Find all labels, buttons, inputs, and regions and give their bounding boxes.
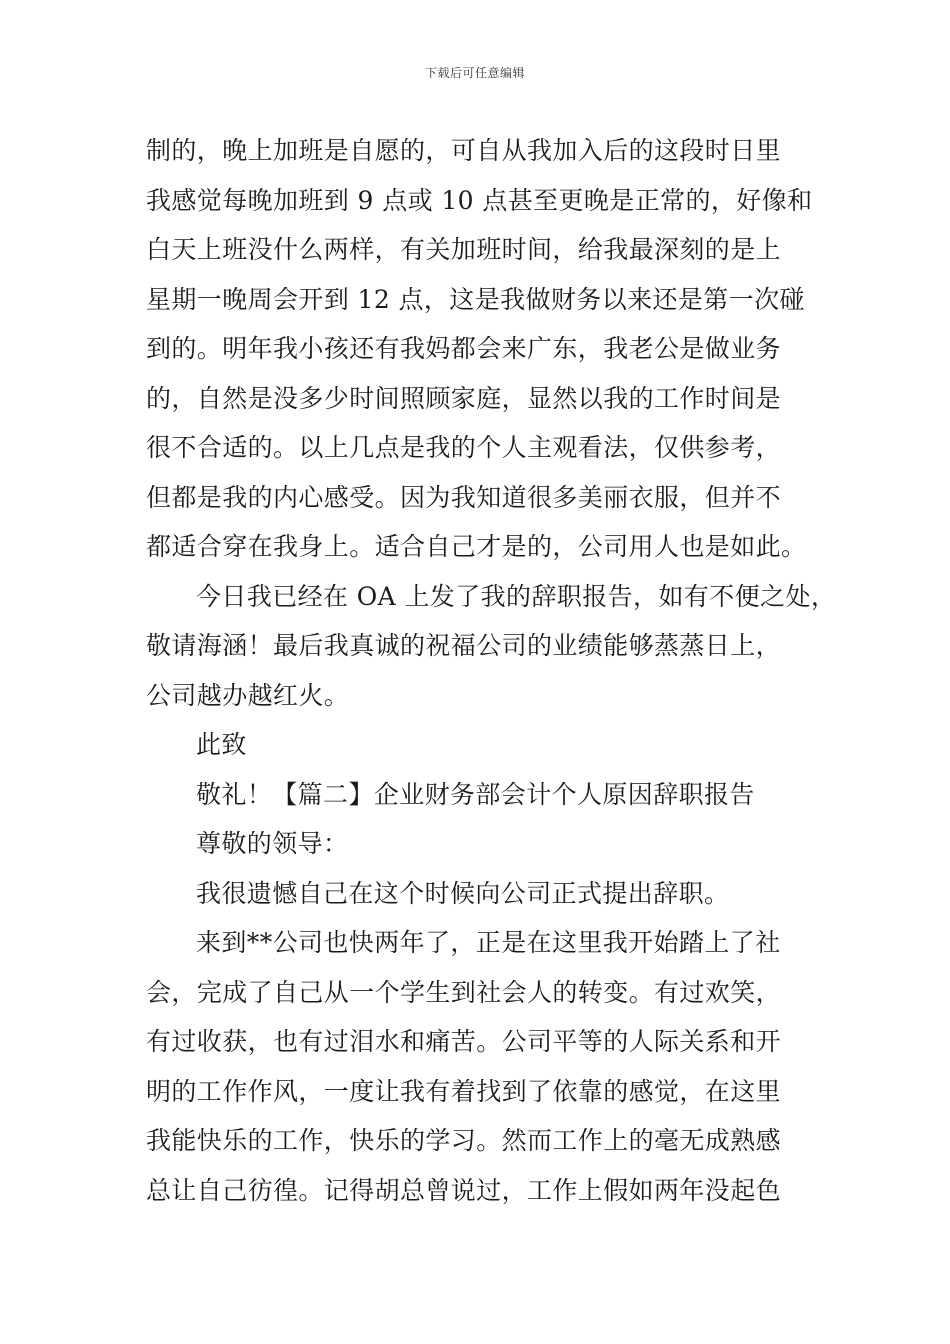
text-line: 明的工作作风，一度让我有着找到了依靠的感觉，在这里 bbox=[146, 1076, 782, 1106]
text-line: 来到**公司也快两年了，正是在这里我开始踏上了社 bbox=[196, 928, 781, 957]
text-line: 都适合穿在我身上。适合自己才是的，公司用人也是如此。 bbox=[146, 532, 807, 561]
salutation: 尊敬的领导： bbox=[196, 829, 349, 858]
text-line: 很不合适的。以上几点是我的个人主观看法，仅供参考， bbox=[146, 433, 782, 462]
closing-line: 此致 bbox=[196, 730, 247, 759]
document-body bbox=[146, 126, 837, 1215]
text-line: 敬请海涵！最后我真诚的祝福公司的业绩能够蒸蒸日上， bbox=[146, 631, 782, 660]
text-line: 星期一晚周会开到 12 点，这是我做财务以来还是第一次碰 bbox=[146, 284, 805, 314]
text-line: 到的。明年我小孩还有我妈都会来广东，我老公是做业务 bbox=[146, 334, 782, 363]
section-heading: 敬礼！【篇二】企业财务部会计个人原因辞职报告 bbox=[196, 779, 755, 809]
text-line: 我很遗憾自己在这个时候向公司正式提出辞职。 bbox=[196, 878, 730, 908]
text-line: 会，完成了自己从一个学生到社会人的转变。有过欢笑， bbox=[146, 977, 782, 1007]
text-line: 今日我已经在 OA 上发了我的辞职报告，如有不便之处， bbox=[196, 581, 837, 611]
text-line: 我感觉每晚加班到 9 点或 10 点甚至更晚是正常的，好像和 bbox=[146, 185, 813, 215]
text-line: 总让自己彷徨。记得胡总曾说过，工作上假如两年没起色 bbox=[146, 1175, 782, 1205]
page-header-note: 下载后可任意编辑 bbox=[424, 66, 525, 80]
text-line: 白天上班没什么两样，有关加班时间，给我最深刻的是上 bbox=[146, 235, 782, 264]
text-line: 的，自然是没多少时间照顾家庭，显然以我的工作时间是 bbox=[146, 383, 782, 413]
text-line: 制的，晚上加班是自愿的，可自从我加入后的这段时日里 bbox=[146, 136, 782, 165]
text-line: 有过收获，也有过泪水和痛苦。公司平等的人际关系和开 bbox=[146, 1027, 782, 1056]
text-line: 我能快乐的工作，快乐的学习。然而工作上的毫无成熟感 bbox=[146, 1126, 782, 1155]
text-line: 但都是我的内心感受。因为我知道很多美丽衣服，但并不 bbox=[146, 482, 782, 512]
text-line: 公司越办越红火。 bbox=[146, 680, 350, 710]
